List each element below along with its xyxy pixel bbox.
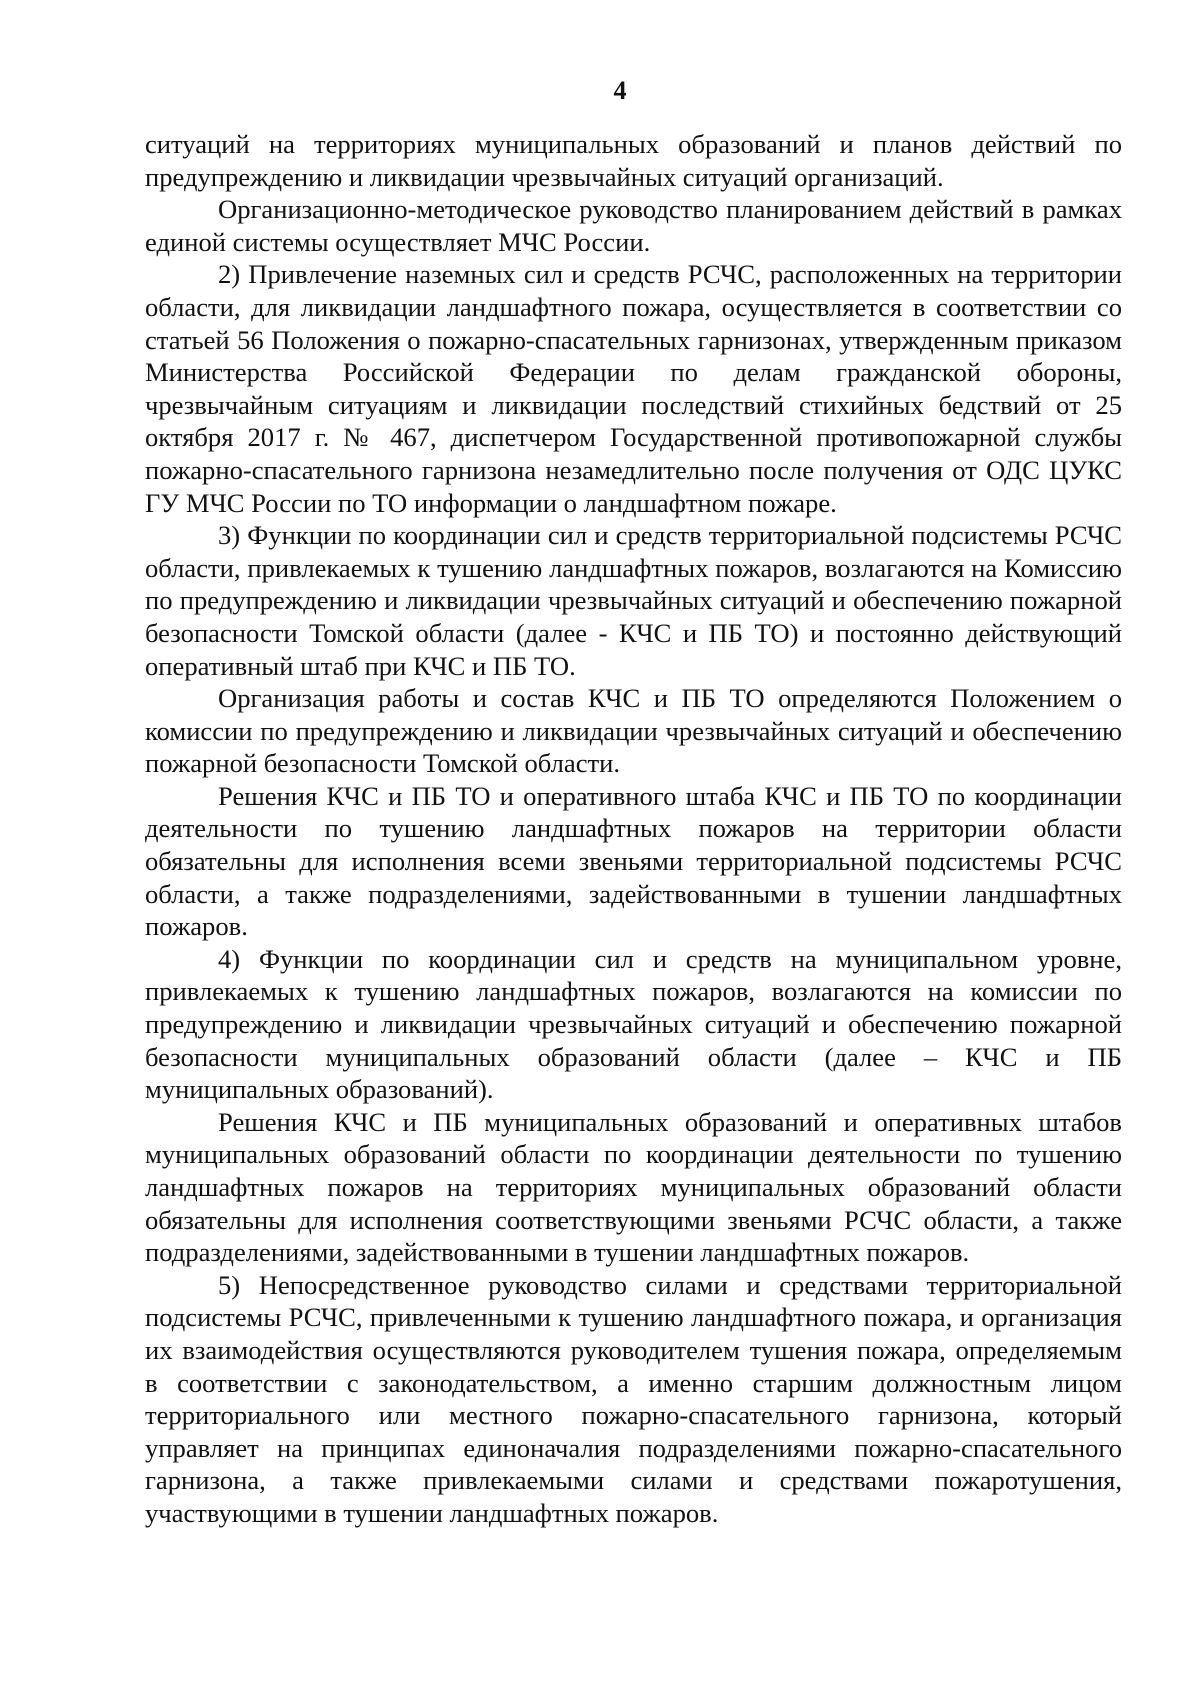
paragraph-item-2: 2) Привлечение наземных сил и средств РСЧС, расположенных на территории области, для ликвидации ландшафтного пожара, осуществляется в соответствии со статьей 56 Положения о пожарно-спасательных гарнизонах, утвержденным приказом Министерства Российской Федерации по делам гражданской обороны, чрезвычайным ситуациям и ликвидации последствий стихийных бедствий от 25 октября 2017 г. № 467, диспетчером Государственной противопожарной службы пожарно-спасательного гарнизона незамедлительно после получения от ОДС ЦУКС ГУ МЧС России по ТО информации о ландшафтном пожаре.: [145, 259, 1122, 518]
paragraph-kchs-organization: Организация работы и состав КЧС и ПБ ТО определяются Положением о комиссии по предупреждению и ликвидации чрезвычайных ситуаций и обеспечению пожарной безопасности Томской области.: [145, 683, 1122, 779]
document-body: [145, 128, 1122, 1530]
paragraph-kchs-decisions: Решения КЧС и ПБ ТО и оперативного штаба КЧС и ПБ ТО по координации деятельности по тушению ландшафтных пожаров на территории области обязательны для исполнения всеми звеньями территориальной подсистемы РСЧС области, а также подразделениями, задействованными в тушении ландшафтных пожаров.: [145, 780, 1122, 942]
paragraph-continuation: ситуаций на территориях муниципальных образований и планов действий по предупреждению и ликвидации чрезвычайных ситуаций организаций.: [145, 129, 1122, 192]
paragraph-item-3: 3) Функции по координации сил и средств территориальной подсистемы РСЧС области, привлекаемых к тушению ландшафтных пожаров, возлагаются на Комиссию по предупреждению и ликвидации чрезвычайных ситуаций и обеспечению пожарной безопасности Томской области (далее - КЧС и ПБ ТО) и постоянно действующий оперативный штаб при КЧС и ПБ ТО.: [145, 520, 1122, 681]
paragraph-item-5: 5) Непосредственное руководство силами и средствами территориальной подсистемы РСЧС, привлеченными к тушению ландшафтного пожара, и организация их взаимодействия осуществляются руководителем тушения пожара, определяемым в соответствии с законодательством, а именно старшим должностным лицом территориального или местного пожарно-спасательного гарнизона, который управляет на принципах единоначалия подразделениями пожарно-спасательного гарнизона, а также привлекаемыми силами и средствами пожаротушения, участвующими в тушении ландшафтных пожаров.: [145, 1269, 1122, 1528]
page-number: 4: [613, 76, 627, 105]
paragraph-municipal-decisions: Решения КЧС и ПБ муниципальных образований и оперативных штабов муниципальных образований области по координации деятельности по тушению ландшафтных пожаров на территориях муниципальных образований области обязательны для исполнения соответствующими звеньями РСЧС области, а также подразделениями, задействованными в тушении ландшафтных пожаров.: [145, 1106, 1122, 1268]
paragraph-item-4: 4) Функции по координации сил и средств на муниципальном уровне, привлекаемых к тушению ландшафтных пожаров, возлагаются на комиссии по предупреждению и ликвидации чрезвычайных ситуаций и обеспечению пожарной безопасности муниципальных образований области (далее – КЧС и ПБ муниципальных образований).: [145, 943, 1122, 1105]
paragraph-methodical-guidance: Организационно-методическое руководство планированием действий в рамках единой системы осуществляет МЧС России.: [145, 194, 1122, 257]
